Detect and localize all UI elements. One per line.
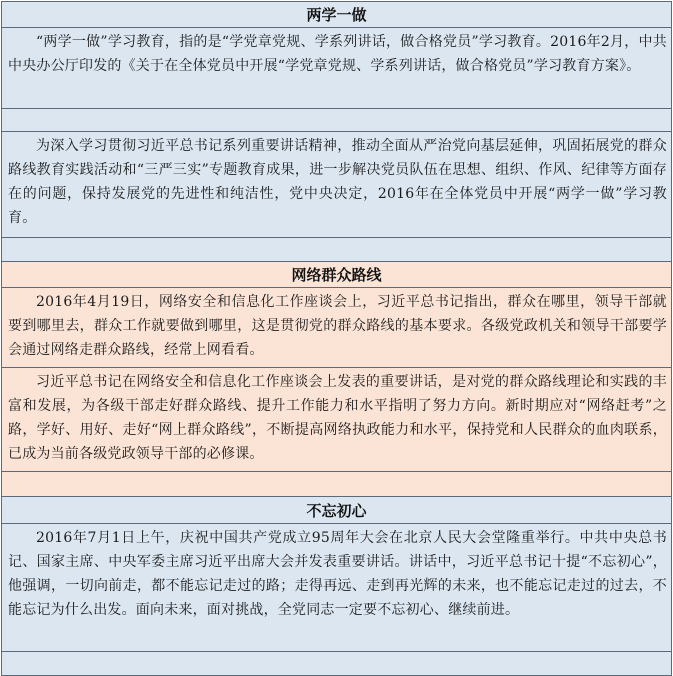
empty-row — [2, 238, 671, 262]
section-title-liangxue — [2, 2, 671, 28]
paragraph-wangluo-speech: 2016年4月19日，网络安全和信息化工作座谈会上，习近平总书记指出，群众在哪里，领导干部就要到哪里去，群众工作就要做到哪里，这是贯彻党的群众路线的基本要求。各级党政机关和领导干部要学会通过网络走群众路线，经常上网看看。 — [2, 288, 671, 368]
section-title-text: 不忘初心 — [306, 501, 367, 520]
paragraph-liangxue-purpose: 为深入学习贯彻习近平总书记系列重要讲话精神，推动全面从严治党向基层延伸，巩固拓展党的群众路线教育实践活动和“三严三实”专题教育成果，进一步解决党员队伍在思想、组织、作风、纪律等方面存在的问题，保持发展党的先进性和纯洁性，党中央决定，2016年在全体党员中开展“两学一做”学习教育。 — [2, 132, 671, 238]
section-title-text: 两学一做 — [306, 6, 367, 24]
empty-row — [2, 109, 671, 132]
section-title-buwang — [2, 497, 671, 524]
paragraph-liangxue-definition: “两学一做”学习教育，指的是“学党章党规、学系列讲话，做合格党员”学习教育。2016年2月，中共中央办公厅印发的《关于在全体党员中开展“学党章党规、学系列讲话，做合格党员”学习教育方案》。 — [2, 28, 671, 109]
empty-row — [2, 652, 671, 676]
paragraph-buwang-speech: 2016年7月1日上午，庆祝中国共产党成立95周年大会在北京人民大会堂隆重举行。中共中央总书记、国家主席、中央军委主席习近平出席大会并发表重要讲话。讲话中，习近平总书记十提“不忘初心”，他强调，一切向前走，都不能忘记走过的路；走得再远、走到再光辉的未来，也不能忘记走过的过去，不能忘记为什么出发。面向未来，面对挑战，全党同志一定要不忘初心、继续前进。 — [2, 524, 671, 652]
section-title-wangluo — [2, 262, 671, 288]
content-table — [1, 1, 672, 676]
section-title-text: 网络群众路线 — [291, 266, 382, 284]
empty-row — [2, 472, 671, 497]
paragraph-wangluo-significance: 习近平总书记在网络安全和信息化工作座谈会上发表的重要讲话，是对党的群众路线理论和实践的丰富和发展，为各级干部走好群众路线、提升工作能力和水平指明了努力方向。新时期应对“网络赶考”之路，学好、用好、走好“网上群众路线”，不断提高网络执政能力和水平，保持党和人民群众的血肉联系，已成为当前各级党政领导干部的必修课。 — [2, 368, 671, 472]
